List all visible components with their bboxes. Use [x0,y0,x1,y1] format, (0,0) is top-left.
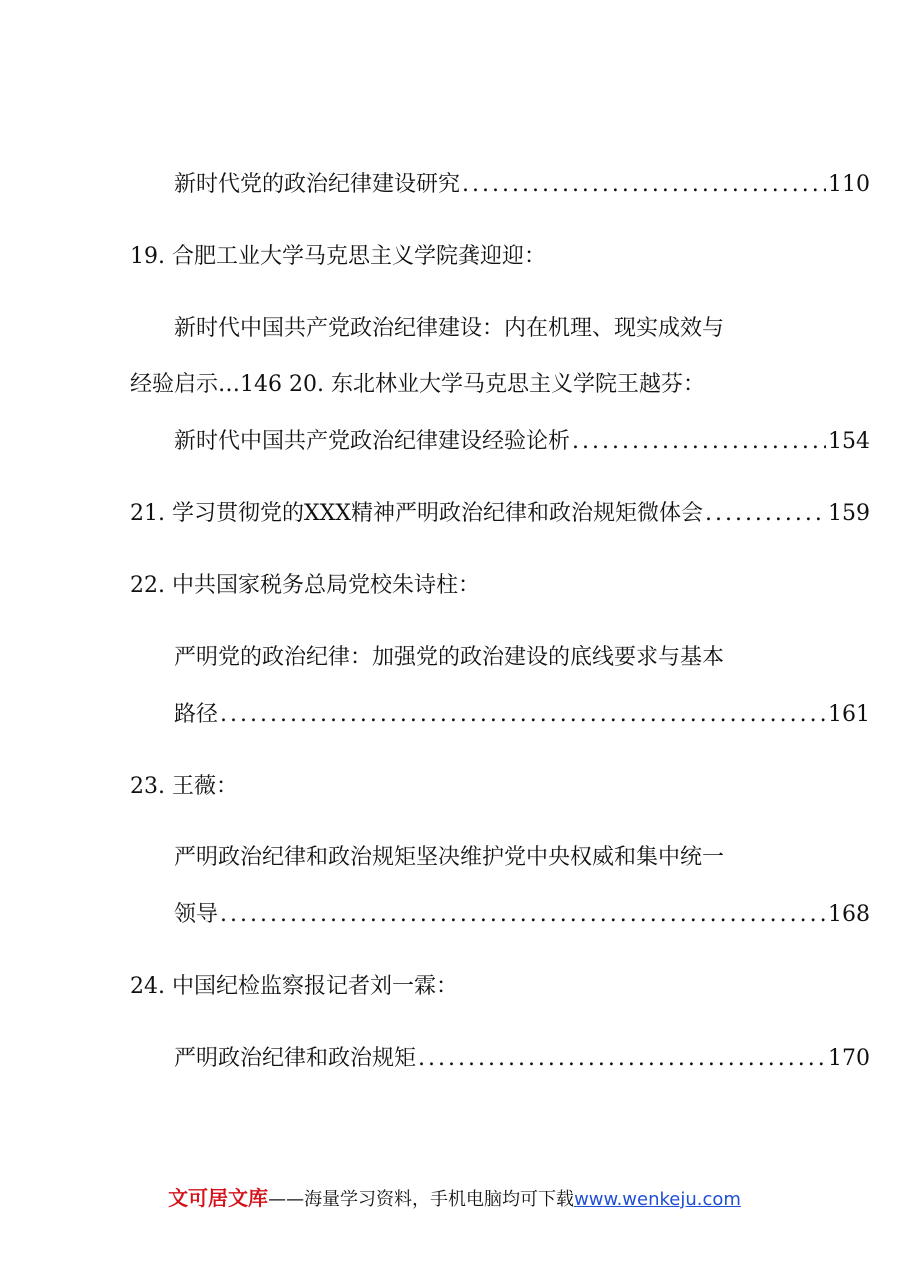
toc-section-heading: 23. 王薇： [130,774,238,799]
toc-leader-dots [705,499,826,529]
toc-entry-page: 168 [828,902,870,927]
toc-entry-title-line1: 严明党的政治纪律：加强党的政治建设的底线要求与基本 [174,645,725,670]
footer-url-link[interactable]: www.wenkeju.com [574,1189,741,1210]
toc-entry [174,427,870,457]
toc-entry-page: 161 [828,702,870,727]
toc-entry [174,1044,870,1074]
toc-entry [130,499,870,529]
toc-entry [174,700,870,730]
toc-leader-dots [418,1044,826,1074]
toc-section-heading: 22. 中共国家税务总局党校朱诗柱： [130,573,480,598]
toc-leader-dots [462,170,826,200]
toc-entry-page: 110 [828,172,870,197]
toc-entry-page: 170 [828,1046,870,1071]
toc-leader-dots [572,427,826,457]
footer-tagline: ——海量学习资料，手机电脑均可下载 [268,1189,575,1210]
footer-brand: 文可居文库 [168,1186,269,1210]
toc-entry-title-line1: 严明政治纪律和政治规矩坚决维护党中央权威和集中统一 [174,845,725,870]
toc-section-heading: 19. 合肥工业大学马克思主义学院龚迎迎： [130,244,546,269]
toc-entry-title-line1: 新时代中国共产党政治纪律建设：内在机理、现实成效与 [174,316,725,341]
toc-entry-title: 新时代中国共产党政治纪律建设经验论析 [174,429,571,454]
toc-entry-page: 154 [828,429,870,454]
toc-section-heading: 24. 中国纪检监察报记者刘一霖： [130,974,458,999]
toc-entry-page: 159 [828,501,870,526]
page-footer [0,1182,909,1211]
toc-entry-title: 新时代党的政治纪律建设研究 [174,172,461,197]
toc-entry [174,170,870,200]
toc-entry-title: 严明政治纪律和政治规矩 [174,1046,417,1071]
toc-entry-title-line2: 经验启示…146 20. 东北林业大学马克思主义学院王越芬： [130,372,705,397]
toc-entry-title-line2: 领导 [174,902,219,927]
toc-entry [174,900,870,930]
toc-entry-title-line2: 路径 [174,702,219,727]
toc-entry-title: 21. 学习贯彻党的XXX精神严明政治纪律和政治规矩微体会 [130,501,703,526]
toc-leader-dots [220,700,826,730]
toc-leader-dots [220,900,826,930]
